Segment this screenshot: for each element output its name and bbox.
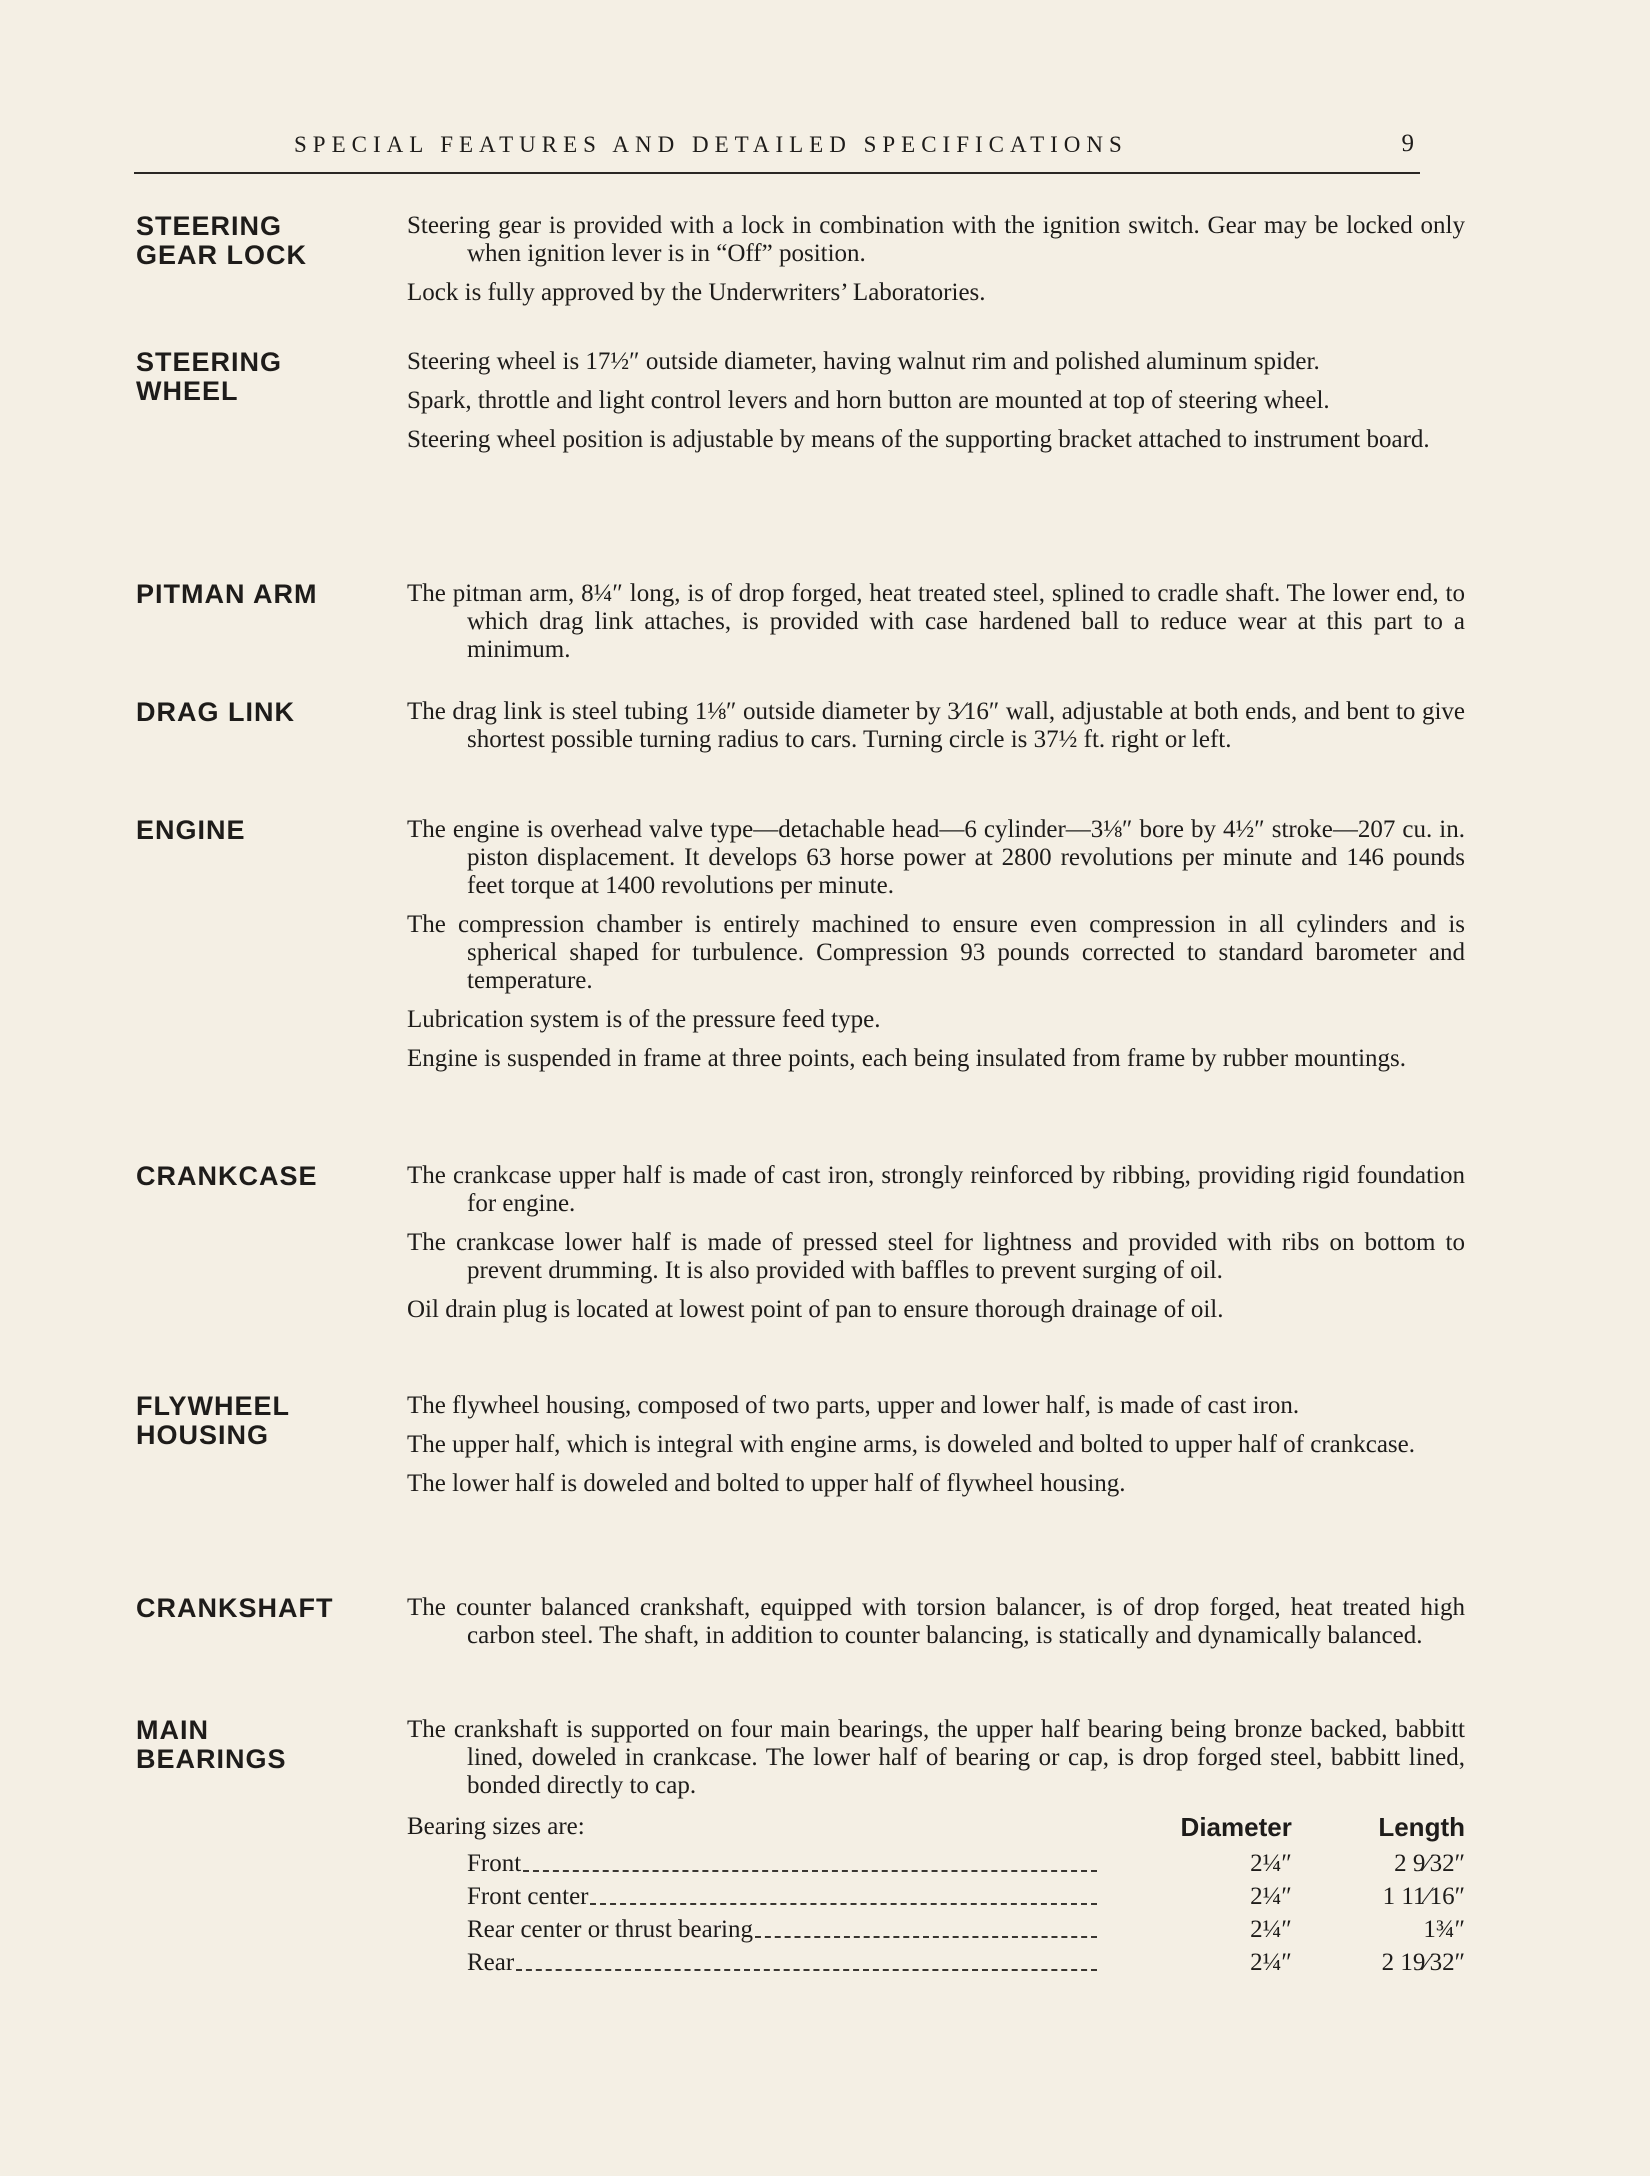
section-heading: CRANKCASE	[136, 1161, 318, 1191]
table-row	[407, 1878, 1465, 1911]
section-heading: STEERING WHEEL	[136, 347, 283, 406]
bearing-length: 1¾″	[1423, 1916, 1465, 1943]
running-title: SPECIAL FEATURES AND DETAILED SPECIFICATIONS	[294, 132, 1128, 157]
table-row	[407, 1845, 1465, 1878]
table-header-row	[407, 1811, 1465, 1845]
paragraph: The drag link is steel tubing 1⅛″ outside diameter by 3⁄16″ wall, adjustable at both ends, and bent to give shortest possible turning radius to cars. Turning circle is 37½ ft. right or left.	[407, 698, 1465, 753]
dotted-leader	[590, 1903, 1097, 1905]
paragraph: Steering wheel position is adjustable by means of the supporting bracket attached to instrument board.	[407, 426, 1430, 453]
paragraph: The crankshaft is supported on four main bearings, the upper half bearing being bronze backed, babbitt lined, doweled in crankcase. The lower half of bearing or cap, is drop forged steel, babbitt lined, bonded directly to cap.	[407, 1716, 1465, 1799]
section-heading: ENGINE	[136, 815, 246, 845]
section-body	[407, 1594, 1465, 1661]
dotted-leader	[516, 1969, 1097, 1971]
section-body	[407, 212, 1465, 318]
running-header	[134, 128, 1420, 174]
paragraph: Lubrication system is of the pressure feed type.	[407, 1006, 881, 1033]
column-header-diameter: Diameter	[1180, 1811, 1292, 1842]
bearing-diameter: 2¼″	[1250, 1916, 1292, 1943]
bearing-name: Rear	[467, 1949, 515, 1976]
paragraph: The counter balanced crankshaft, equipped with torsion balancer, is of drop forged, heat treated high carbon steel. The shaft, in addition to counter balancing, is statically and dynamically balanced.	[407, 1594, 1465, 1649]
bearing-length: 2 9⁄32″	[1394, 1850, 1465, 1877]
section-heading: PITMAN ARM	[136, 579, 318, 609]
paragraph: The pitman arm, 8¼″ long, is of drop forged, heat treated steel, splined to cradle shaft. The lower end, to which drag link attaches, is provided with case hardened ball to reduce wear at this part to a minimum.	[407, 580, 1465, 663]
table-row	[407, 1911, 1465, 1944]
paragraph: The engine is overhead valve type—detachable head—6 cylinder—3⅛″ bore by 4½″ stroke—207 cu. in. piston displacement. It develops 63 horse power at 2800 revolutions per minute and 146 pounds feet torque at 1400 revolutions per minute.	[407, 816, 1465, 899]
bearing-diameter: 2¼″	[1250, 1949, 1292, 1976]
paragraph: The upper half, which is integral with engine arms, is doweled and bolted to upper half of crankcase.	[407, 1431, 1416, 1458]
bearing-length: 2 19⁄32″	[1381, 1949, 1465, 1976]
section-heading: MAIN BEARINGS	[136, 1715, 287, 1774]
paragraph: Oil drain plug is located at lowest point of pan to ensure thorough drainage of oil.	[407, 1296, 1224, 1323]
section-body	[407, 816, 1465, 1084]
column-header-length: Length	[1378, 1811, 1465, 1842]
paragraph: Steering gear is provided with a lock in combination with the ignition switch. Gear may be locked only when ignition lever is in “Off” position.	[407, 212, 1465, 267]
section-body	[407, 1162, 1465, 1335]
table-row	[407, 1944, 1465, 1977]
section-heading: STEERING GEAR LOCK	[136, 211, 307, 270]
section-body	[407, 1716, 1465, 1977]
section-heading: DRAG LINK	[136, 697, 295, 727]
section-body	[407, 1392, 1465, 1509]
paragraph: The compression chamber is entirely machined to ensure even compression in all cylinders and is spherical shaped for turbulence. Compression 93 pounds corrected to standard barometer and temperature.	[407, 911, 1465, 994]
dotted-leader	[523, 1870, 1097, 1872]
bearing-name: Front center	[467, 1883, 589, 1910]
section-body	[407, 698, 1465, 765]
bearing-length: 1 11⁄16″	[1382, 1883, 1465, 1910]
paragraph: Engine is suspended in frame at three points, each being insulated from frame by rubber mountings.	[407, 1045, 1407, 1072]
bearing-sizes-table	[407, 1811, 1465, 1977]
section-heading: FLYWHEEL HOUSING	[136, 1391, 291, 1450]
paragraph: Steering wheel is 17½″ outside diameter, having walnut rim and polished aluminum spider.	[407, 348, 1320, 375]
paragraph: The crankcase lower half is made of pressed steel for lightness and provided with ribs on bottom to prevent drumming. It is also provided with baffles to prevent surging of oil.	[407, 1229, 1465, 1284]
bearing-sizes-intro: Bearing sizes are:	[407, 1813, 585, 1840]
section-heading: CRANKSHAFT	[136, 1593, 334, 1623]
paragraph: The lower half is doweled and bolted to upper half of flywheel housing.	[407, 1470, 1126, 1497]
section-body	[407, 580, 1465, 675]
bearing-name: Front	[467, 1850, 522, 1877]
page-number: 9	[1401, 130, 1414, 157]
dotted-leader	[755, 1936, 1097, 1938]
paragraph: Lock is fully approved by the Underwriters’ Laboratories.	[407, 279, 986, 306]
paragraph: Spark, throttle and light control levers and horn button are mounted at top of steering wheel.	[407, 387, 1330, 414]
section-body	[407, 348, 1465, 465]
paragraph: The crankcase upper half is made of cast iron, strongly reinforced by ribbing, providing rigid foundation for engine.	[407, 1162, 1465, 1217]
bearing-name: Rear center or thrust bearing	[467, 1916, 753, 1943]
bearing-diameter: 2¼″	[1250, 1850, 1292, 1877]
bearing-diameter: 2¼″	[1250, 1883, 1292, 1910]
paragraph: The flywheel housing, composed of two parts, upper and lower half, is made of cast iron.	[407, 1392, 1300, 1419]
